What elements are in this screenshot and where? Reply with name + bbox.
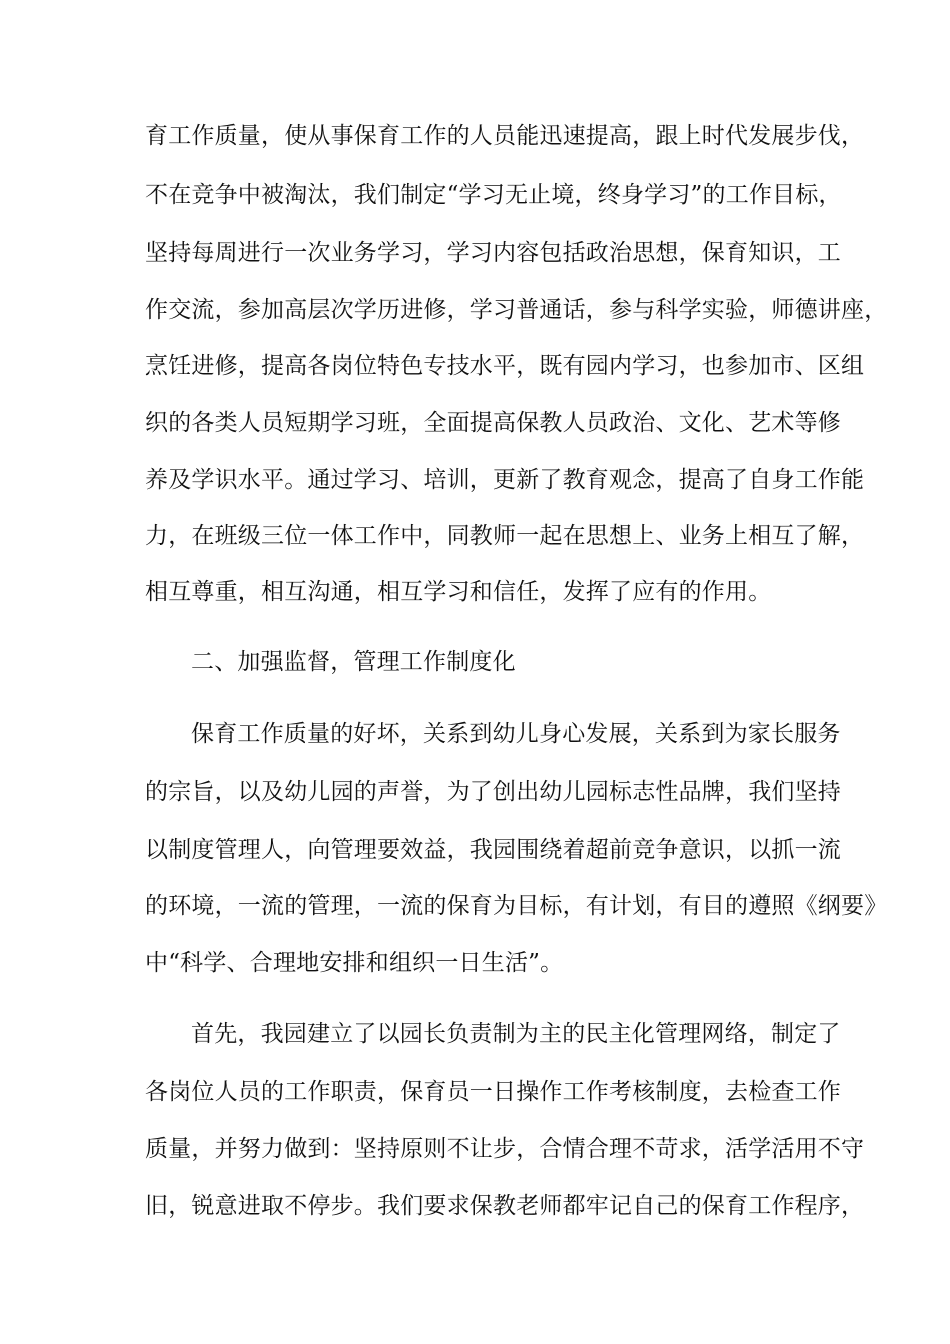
paragraph-1-line: 不在竞争中被淘汰，我们制定“学习无止境，终身学习”的工作目标， [145, 182, 842, 208]
paragraph-3-line: 质量，并努力做到：坚持原则不让步，合情合理不苛求，活学活用不守 [145, 1136, 865, 1162]
paragraph-3-line: 首先，我园建立了以园长负责制为主的民主化管理网络，制定了 [191, 1021, 841, 1047]
paragraph-2-line: 以制度管理人，向管理要效益，我园围绕着超前竞争意识，以抓一流 [145, 837, 841, 863]
paragraph-2-line: 中“科学、合理地安排和组织一日生活”。 [145, 950, 564, 976]
paragraph-1-line: 育工作质量，使从事保育工作的人员能迅速提高，跟上时代发展步伐， [145, 123, 865, 149]
paragraph-1-line: 坚持每周进行一次业务学习，学习内容包括政治思想，保育知识，工 [145, 240, 841, 266]
paragraph-1-line: 养及学识水平。通过学习、培训，更新了教育观念，提高了自身工作能 [145, 467, 865, 493]
paragraph-1-line: 作交流，参加高层次学历进修，学习普通话，参与科学实验，师德讲座， [145, 297, 888, 323]
paragraph-2-line: 保育工作质量的好坏，关系到幼儿身心发展，关系到为家长服务 [191, 721, 841, 747]
paragraph-3-line: 各岗位人员的工作职责，保育员一日操作工作考核制度，去检查工作 [145, 1079, 841, 1105]
paragraph-2-line: 的环境，一流的管理，一流的保育为目标，有计划，有目的遵照《纲要》 [145, 893, 888, 919]
section-heading: 二、加强监督，管理工作制度化 [191, 649, 516, 675]
paragraph-1-line: 织的各类人员短期学习班，全面提高保教人员政治、文化、艺术等修 [145, 410, 841, 436]
paragraph-1-line: 相互尊重，相互沟通，相互学习和信任，发挥了应有的作用。 [145, 579, 772, 605]
paragraph-2-line: 的宗旨，以及幼儿园的声誉，为了创出幼儿园标志性品牌，我们坚持 [145, 779, 841, 805]
paragraph-1-line: 烹饪进修，提高各岗位特色专技水平，既有园内学习，也参加市、区组 [145, 353, 865, 379]
paragraph-3-line: 旧，锐意进取不停步。我们要求保教老师都牢记自己的保育工作程序， [145, 1193, 865, 1219]
paragraph-1-line: 力，在班级三位一体工作中，同教师一起在思想上、业务上相互了解， [145, 523, 865, 549]
